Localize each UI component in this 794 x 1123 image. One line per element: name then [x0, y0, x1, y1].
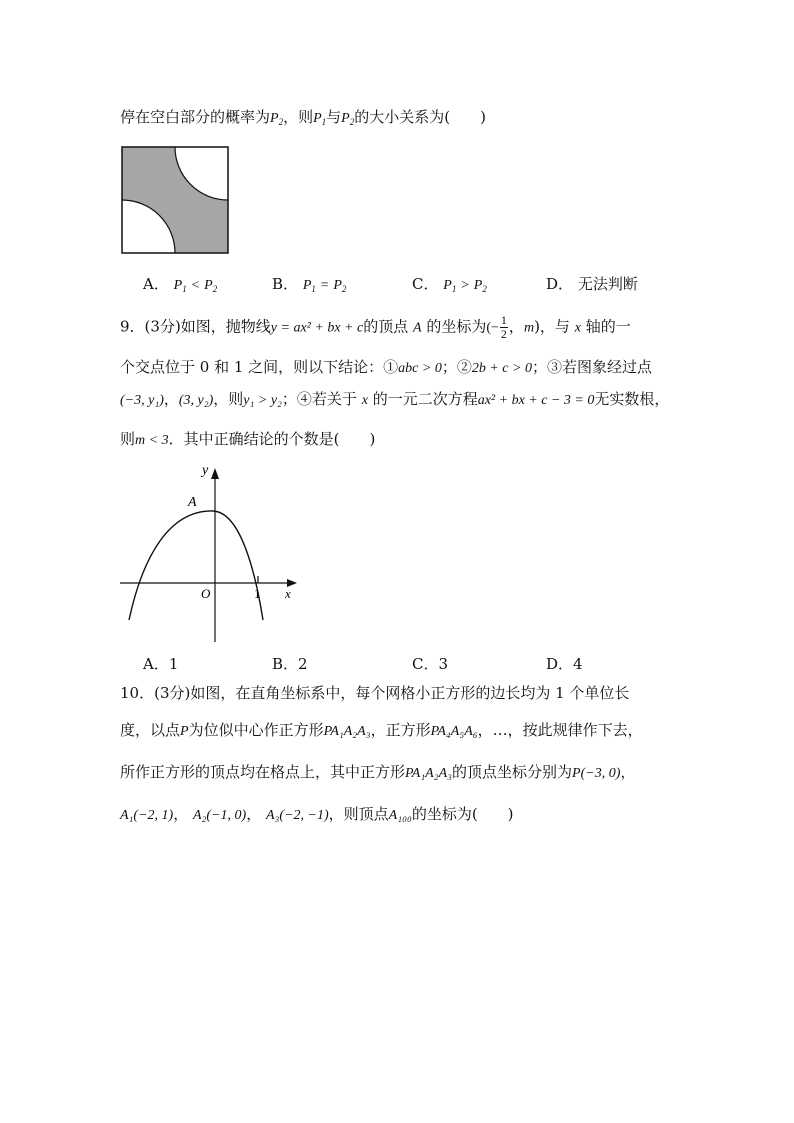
- label-1: 1: [254, 586, 261, 601]
- q8-text: 停在空白部分的概率为: [120, 108, 271, 126]
- q10-line-3: 所作正方形的顶点均在格点上，其中正方形PA₁A₂A₃的顶点坐标分别为P(−3, 0)，: [120, 763, 636, 781]
- q8-option-d[interactable]: D． 无法判断: [546, 275, 638, 293]
- q10-line-4: A₁(−2, 1)， A₂(−1, 0)， A₃(−2, −1)，则顶点A₁₀₀的坐标为( ): [120, 805, 514, 823]
- q8-option-c[interactable]: C． $P_1 > P_2$: [412, 275, 487, 294]
- q8-option-b[interactable]: B． $P_1 = P_2$: [272, 275, 347, 294]
- q8-text: 与: [326, 108, 342, 126]
- q9-line-3: (−3, y₁)，(3, y₂)，则y₁ > y₂；④若关于 x 的一元二次方程ax² + bx + c − 3 = 0无实数根，: [120, 390, 670, 408]
- label-x: x: [285, 586, 291, 601]
- q9-option-c[interactable]: C．3: [412, 655, 449, 673]
- q8-text: ，则: [283, 108, 314, 126]
- q9-line-2: 个交点位于 0 和 1 之间，则以下结论：①abc > 0；②2b + c > 0；③若图象经过点: [120, 358, 652, 376]
- q9-option-b[interactable]: B．2: [272, 655, 308, 673]
- q8-text: ): [480, 108, 486, 126]
- q10-line-2: 度，以点P为位似中心作正方形PA₁A₂A₃，正方形PA₄A₅A₆，…，按此规律作下去，: [120, 721, 643, 739]
- q9-graph: [115, 460, 305, 650]
- q8-stem: 停在空白部分的概率为$P_2$，则$P_1$与$P_2$的大小关系为( ): [120, 108, 486, 127]
- q9-line-4: 则m < 3．其中正确结论的个数是( ): [120, 430, 376, 448]
- q8-figure: [120, 145, 230, 255]
- q9-option-a[interactable]: A．1: [143, 655, 179, 673]
- parabola-smooth: [129, 511, 263, 620]
- q8-option-a[interactable]: A． $P_1 < P_2$: [143, 275, 218, 294]
- label-y: y: [202, 463, 209, 478]
- q9-fraction: $\frac{1}{2}$: [500, 313, 507, 341]
- y-axis-arrow: [211, 468, 219, 479]
- label-A: A: [188, 495, 197, 510]
- q9-option-d[interactable]: D．4: [546, 655, 583, 673]
- q9-line-1: 9．(3分)如图，抛物线y = ax² + bx + c的顶点 A 的坐标为(− $\frac{1}{2}$ ，m)，与 x 轴的一: [120, 313, 631, 341]
- label-O: O: [201, 586, 211, 601]
- q10-line-1: 10．(3分)如图，在直角坐标系中，每个网格小正方形的边长均为 1 个单位长: [120, 684, 630, 702]
- q8-text: 的大小关系为(: [354, 108, 451, 126]
